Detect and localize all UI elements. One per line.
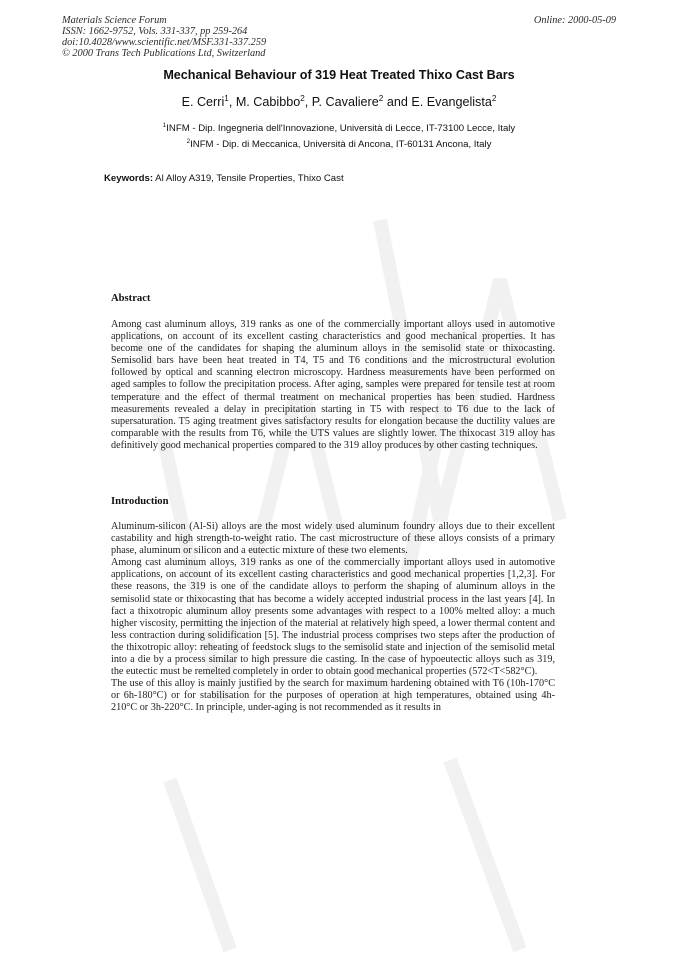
abstract-body: Among cast aluminum alloys, 319 ranks as one of the commercially important alloys used in automotive applications, on account of its excellent casting characteristics and good mechanical properties. It has become one of the candidates for shaping the aluminum alloys in the semisolid state or thixocasting. Semisolid bars have been heat treated in T4, T5 and T6 conditions and the microstructural evolution followed by optical and scanning electron microscopy. Hardness measurements have been performed on aged samples to follow the precipitation process. After aging, samples were prepared for tensile test at room temperature and the effect of thermal treatment on mechanical properties has been studied. Hardness measurements revealed a delay in precipitation starting in T5 with respect to T6 due to the lack of supersaturation. T5 aging treatment gives satisfactory results for elongation because the ductility values are comparable with the results from T6, while the UTS values are slightly lower. The thixocast 319 alloy has definitively good mechanical properties compared to the 319 alloy produces by other casting techniques. [111,319,555,451]
affiliation-2 [0,139,678,150]
author-affiliation-mark: 2 [300,93,305,103]
author-name: E. Cerri [181,95,225,109]
author-name: E. Evangelista [411,95,492,109]
journal-name: Materials Science Forum [62,15,167,26]
online-date: Online: 2000-05-09 [533,15,616,26]
copyright-line: © 2000 Trans Tech Publications Ltd, Switzerland [62,48,266,59]
keywords [104,173,344,184]
intro-paragraph-3: The use of this alloy is mainly justified by the search for maximum hardening obtained with T6 (10h-170°C or 6h-180°C) or for stabilisation for the purposes of operation at high temperatures, obtained using 4h-210°C or 3h-220°C. In principle, under-aging is not recommended as it results in [111,678,555,714]
author-name: M. Cabibbo [235,95,301,109]
journal-header [62,15,266,59]
issn-line: ISSN: 1662-9752, Vols. 331-337, pp 259-264 [62,26,248,37]
paper-title: Mechanical Behaviour of 319 Heat Treated Thixo Cast Bars [163,68,515,82]
affiliation-mark: 2 [186,137,191,145]
affiliation-mark: 1 [162,121,167,129]
author-separator: , [304,95,312,109]
author-list [0,95,678,109]
introduction-heading: Introduction [111,496,169,507]
author-affiliation-mark: 2 [378,93,384,103]
author-name: P. Cavaliere [311,95,379,109]
author-affiliation-mark: 1 [224,93,229,103]
affiliation-text: INFM - Dip. di Meccanica, Università di Ancona, IT-60131 Ancona, Italy [190,139,492,150]
affiliation-text: INFM - Dip. Ingegneria dell'Innovazione, Università di Lecce, IT-73100 Lecce, Italy [166,123,516,134]
keywords-text: Al Alloy A319, Tensile Properties, Thixo Cast [153,173,344,184]
affiliation-1 [0,123,678,134]
keywords-label: Keywords: [104,173,154,184]
author-separator: , [228,95,236,109]
intro-paragraph-1: Aluminum-silicon (Al-Si) alloys are the most widely used aluminum foundry alloys due to their excellent castability and high strength-to-weight ratio. The cast microstructure of these alloys consists of a primary phase, aluminum or silicon and a eutectic mixture of these two elements. [111,521,555,557]
doi-line: doi:10.4028/www.scientific.net/MSF.331-337.259 [62,37,267,48]
author-affiliation-mark: 2 [491,93,497,103]
abstract-heading: Abstract [111,293,151,304]
introduction-body [111,521,555,715]
author-separator: and [383,95,412,109]
intro-paragraph-2: Among cast aluminum alloys, 319 ranks as one of the commercially important alloys used in automotive applications, on account of its excellent casting characteristics and good mechanical properties [1,2,3]. For these reasons, the 319 is one of the candidate alloys to perform the shaping of aluminum alloys in the semisolid state or thixocasting that has become a widely accepted industrial process in the last years [4]. In fact a thixotropic aluminum alloy presents some advantages with respect to a 100% melted alloy: a much higher viscosity, permitting the injection of the material at relatively high speed, a lower thermal content and less contraction during solidification [5]. The industrial process comprises two steps after the production of the thixotropic alloy: reheating of feedstock slugs to the semisolid state and injection of the semisolid metal into a die by a process similar to high pressure die casting. In the case of hypoeutectic alloys such as 319, the eutectic must be remelted completely in order to obtain good mechanical properties (572<T<582°C). [111,557,555,678]
